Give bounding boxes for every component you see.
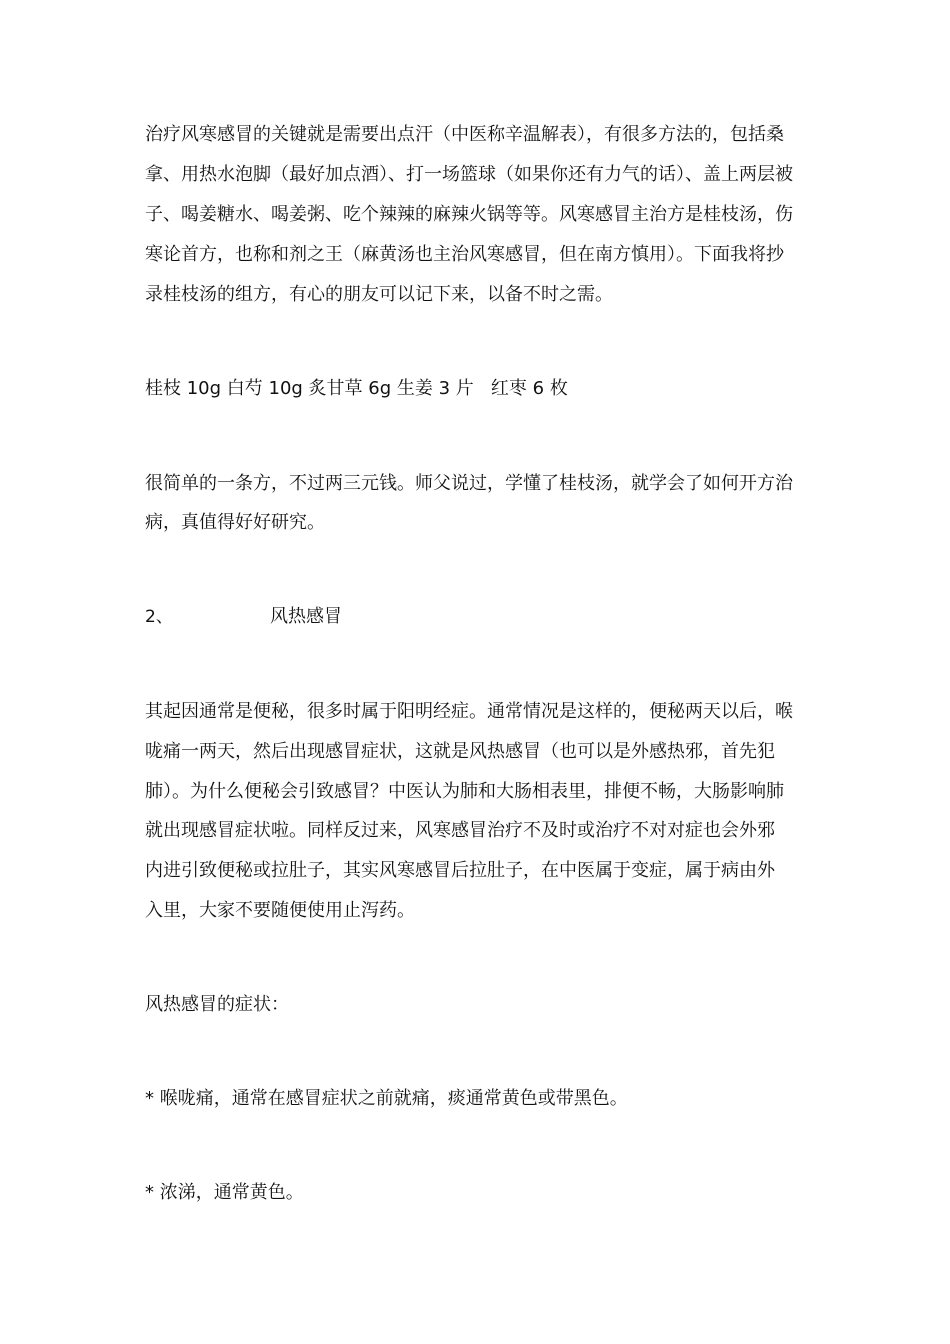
paragraph-line: 入里，大家不要随便使用止泻药。 — [145, 900, 415, 921]
section-title: 风热感冒 — [270, 606, 342, 627]
section-number: 2、 — [145, 607, 173, 627]
paragraph-line: 咙痛一两天，然后出现感冒症状，这就是风热感冒（也可以是外感热邪，首先犯 — [145, 741, 775, 762]
prescription-line: 桂枝 10g 白芍 10g 炙甘草 6g 生姜 3 片 红枣 6 枚 — [145, 378, 568, 399]
paragraph-line: 很简单的一条方，不过两三元钱。师父说过，学懂了桂枝汤，就学会了如何开方治 — [145, 473, 793, 494]
paragraph-line: 录桂枝汤的组方，有心的朋友可以记下来，以备不时之需。 — [145, 284, 613, 305]
paragraph-line: 子、喝姜糖水、喝姜粥、吃个辣辣的麻辣火锅等等。风寒感冒主治方是桂枝汤，伤 — [145, 204, 793, 225]
paragraph-line: 治疗风寒感冒的关键就是需要出点汗（中医称辛温解表），有很多方法的，包括桑 — [145, 124, 784, 145]
paragraph-line: 肺）。为什么便秘会引致感冒？中医认为肺和大肠相表里，排便不畅，大肠影响肺 — [145, 781, 784, 802]
paragraph-line: 就出现感冒症状啦。同样反过来，风寒感冒治疗不及时或治疗不对对症也会外邪 — [145, 820, 775, 841]
symptoms-title: 风热感冒的症状： — [145, 994, 289, 1015]
paragraph-line: 其起因通常是便秘，很多时属于阳明经症。通常情况是这样的，便秘两天以后，喉 — [145, 701, 793, 722]
paragraph-line: 拿、用热水泡脚（最好加点酒）、打一场篮球（如果你还有力气的话）、盖上两层被 — [145, 164, 793, 185]
symptom-item: * 浓涕，通常黄色。 — [145, 1182, 304, 1203]
symptom-item: * 喉咙痛，通常在感冒症状之前就痛，痰通常黄色或带黑色。 — [145, 1088, 628, 1109]
paragraph-line: 内进引致便秘或拉肚子，其实风寒感冒后拉肚子，在中医属于变症，属于病由外 — [145, 860, 775, 881]
paragraph-line: 病，真值得好好研究。 — [145, 512, 325, 533]
paragraph-line: 寒论首方，也称和剂之王（麻黄汤也主治风寒感冒，但在南方慎用）。下面我将抄 — [145, 244, 784, 265]
